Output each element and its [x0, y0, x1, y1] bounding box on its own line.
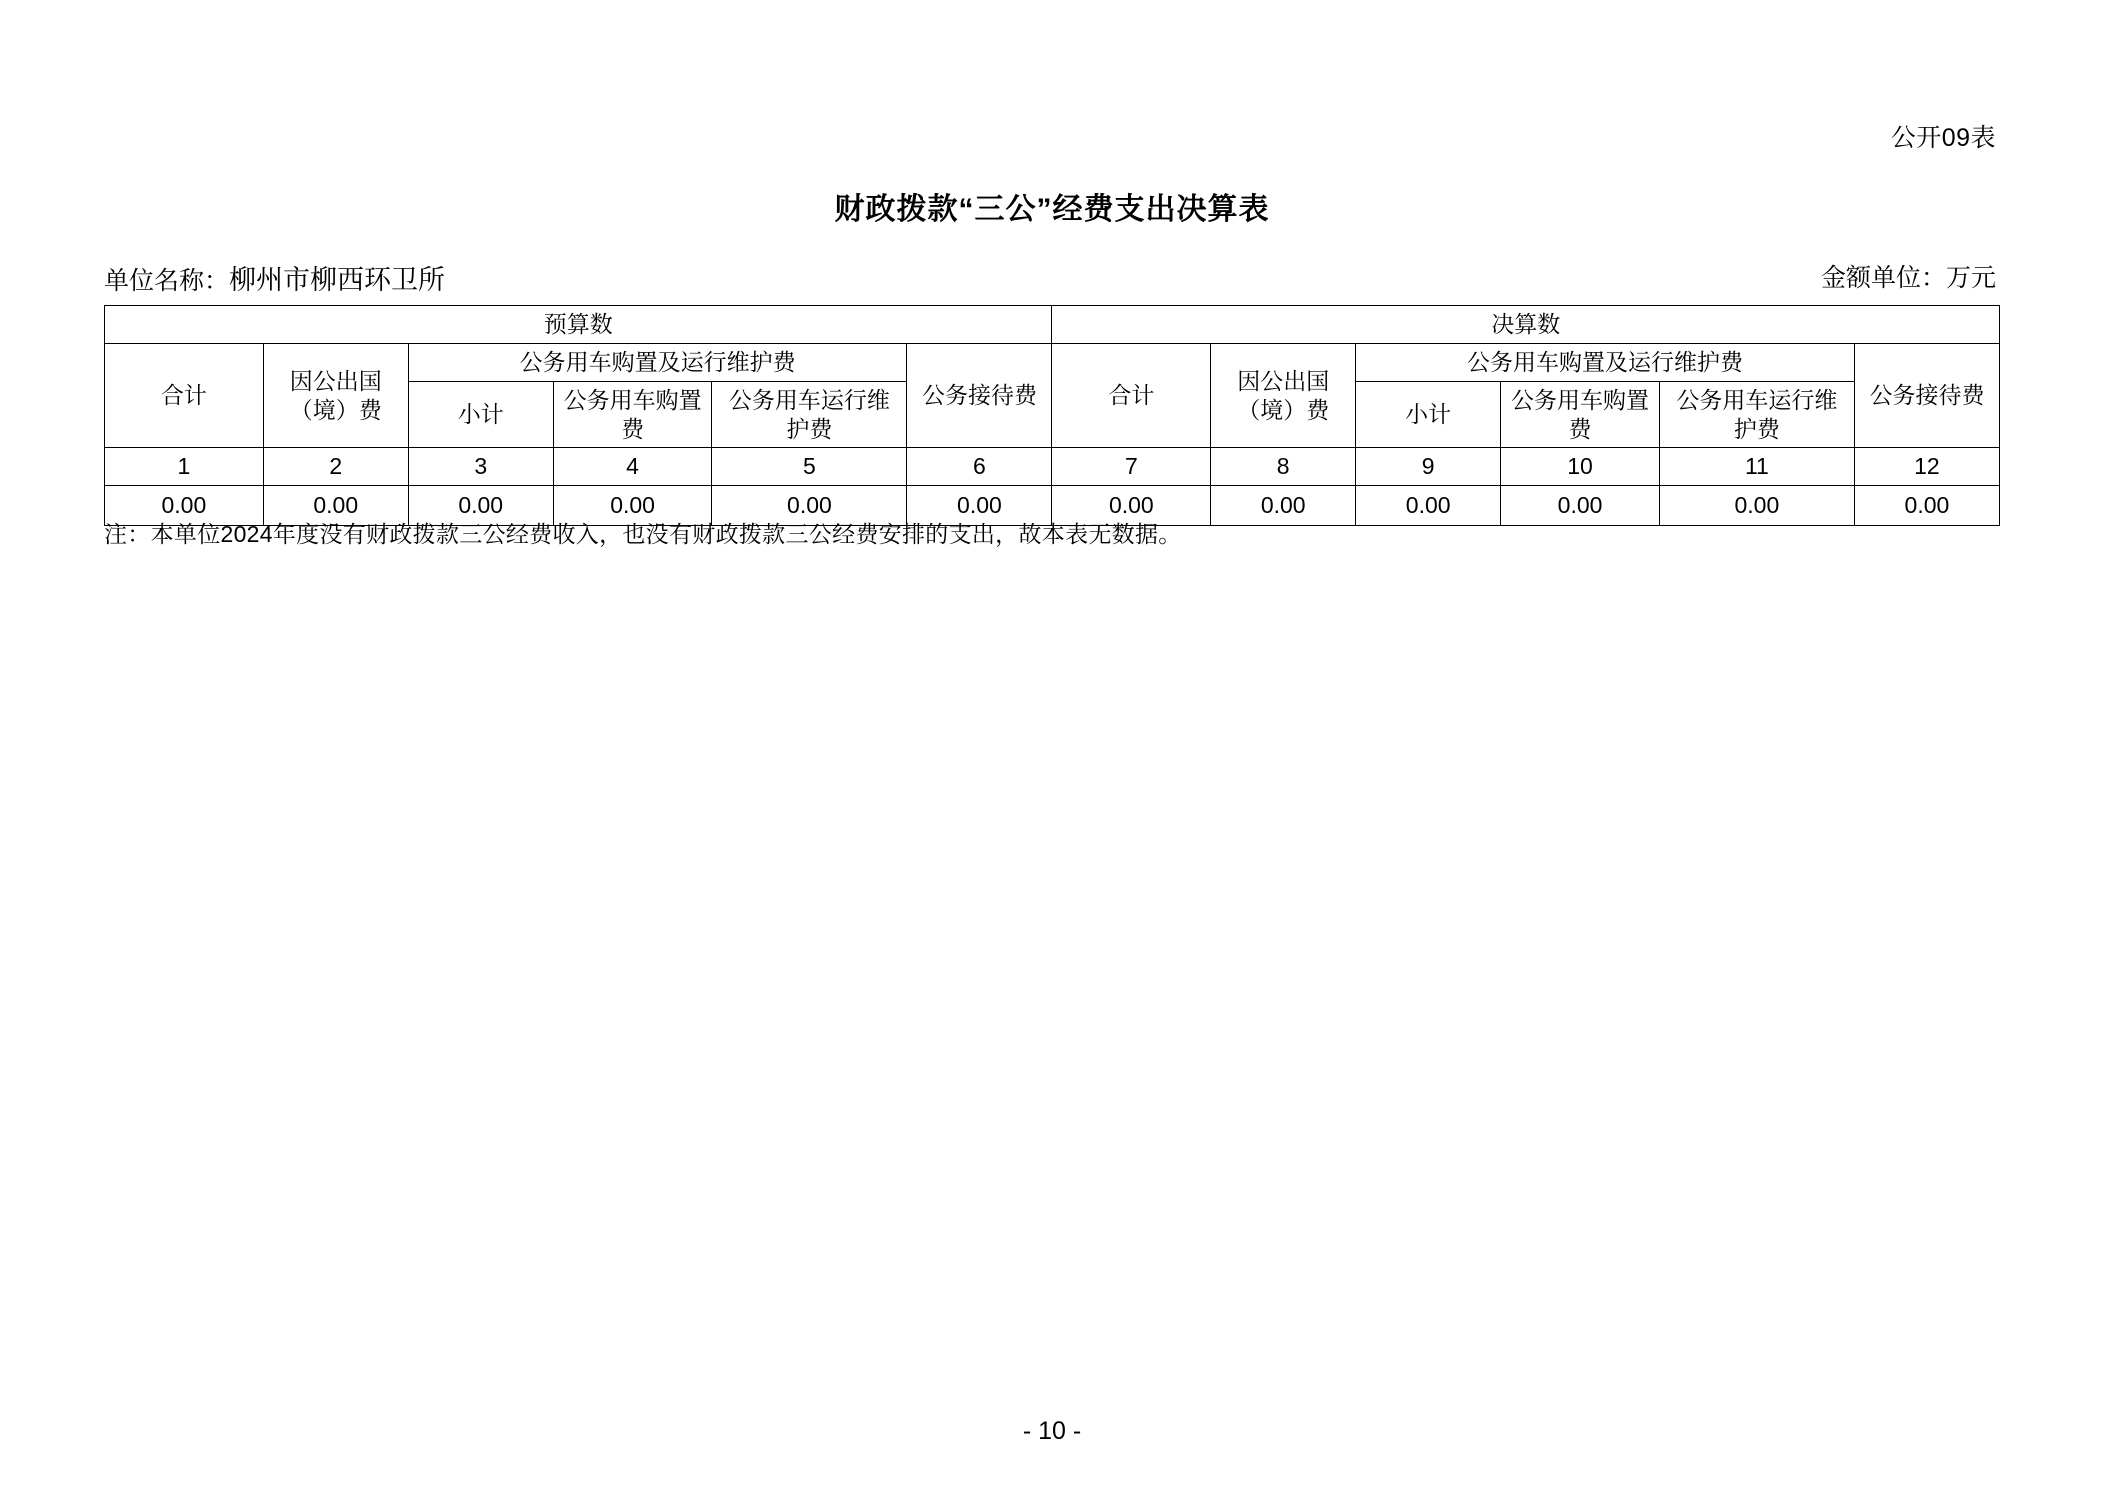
cell-1: 0.00: [105, 486, 264, 526]
cell-3: 0.00: [408, 486, 553, 526]
subgroup-header-vehicle-budget: 公务用车购置及运行维护费: [408, 343, 907, 381]
col-index-3: 3: [408, 448, 553, 486]
cell-10: 0.00: [1501, 486, 1660, 526]
col-index-10: 10: [1501, 448, 1660, 486]
page-number: - 10 -: [1022, 1417, 1082, 1445]
cell-9: 0.00: [1356, 486, 1501, 526]
cell-5: 0.00: [712, 486, 907, 526]
col-header-3: 小计: [408, 381, 553, 448]
meta-row: [104, 258, 1996, 295]
col-index-7: 7: [1052, 448, 1211, 486]
col-index-1: 1: [105, 448, 264, 486]
col-header-5: 公务用车运行维护费: [712, 381, 907, 448]
col-header-2: 因公出国（境）费: [263, 343, 408, 448]
table-note: 注：本单位2024年度没有财政拨款三公经费收入，也没有财政拨款三公经费安排的支出，故本表无数据。: [104, 521, 1182, 547]
table-subgroup-header-row: [105, 343, 2000, 381]
cell-4: 0.00: [553, 486, 712, 526]
group-header-final: 决算数: [1052, 306, 2000, 344]
col-header-6: 公务接待费: [907, 343, 1052, 448]
col-index-9: 9: [1356, 448, 1501, 486]
col-header-11: 公务用车运行维护费: [1659, 381, 1854, 448]
cell-11: 0.00: [1659, 486, 1854, 526]
form-code: 公开09表: [1890, 124, 1996, 152]
cell-2: 0.00: [263, 486, 408, 526]
col-header-9: 小计: [1356, 381, 1501, 448]
col-index-8: 8: [1211, 448, 1356, 486]
table-index-row: [105, 448, 2000, 486]
unit-name-block: [104, 258, 445, 297]
cell-7: 0.00: [1052, 486, 1211, 526]
col-index-11: 11: [1659, 448, 1854, 486]
col-header-7: 合计: [1052, 343, 1211, 448]
unit-name-value: 柳州市柳西环卫所: [229, 265, 446, 295]
page-title: 财政拨款“三公”经费支出决算表: [834, 193, 1270, 226]
amount-unit-label: 金额单位：万元: [1820, 264, 1996, 292]
col-header-10: 公务用车购置费: [1501, 381, 1660, 448]
col-index-4: 4: [553, 448, 712, 486]
col-index-5: 5: [712, 448, 907, 486]
cell-8: 0.00: [1211, 486, 1356, 526]
col-index-2: 2: [263, 448, 408, 486]
col-header-1: 合计: [105, 343, 264, 448]
cell-6: 0.00: [907, 486, 1052, 526]
unit-name-label: 单位名称：: [104, 267, 230, 295]
subgroup-header-vehicle-final: 公务用车购置及运行维护费: [1356, 343, 1855, 381]
col-header-4: 公务用车购置费: [553, 381, 712, 448]
col-index-6: 6: [907, 448, 1052, 486]
cell-12: 0.00: [1854, 486, 1999, 526]
table-group-header-row: [105, 306, 2000, 344]
group-header-budget: 预算数: [105, 306, 1052, 344]
col-header-12: 公务接待费: [1854, 343, 1999, 448]
col-index-12: 12: [1854, 448, 1999, 486]
expenditure-table: [104, 305, 2000, 526]
col-header-8: 因公出国（境）费: [1211, 343, 1356, 448]
